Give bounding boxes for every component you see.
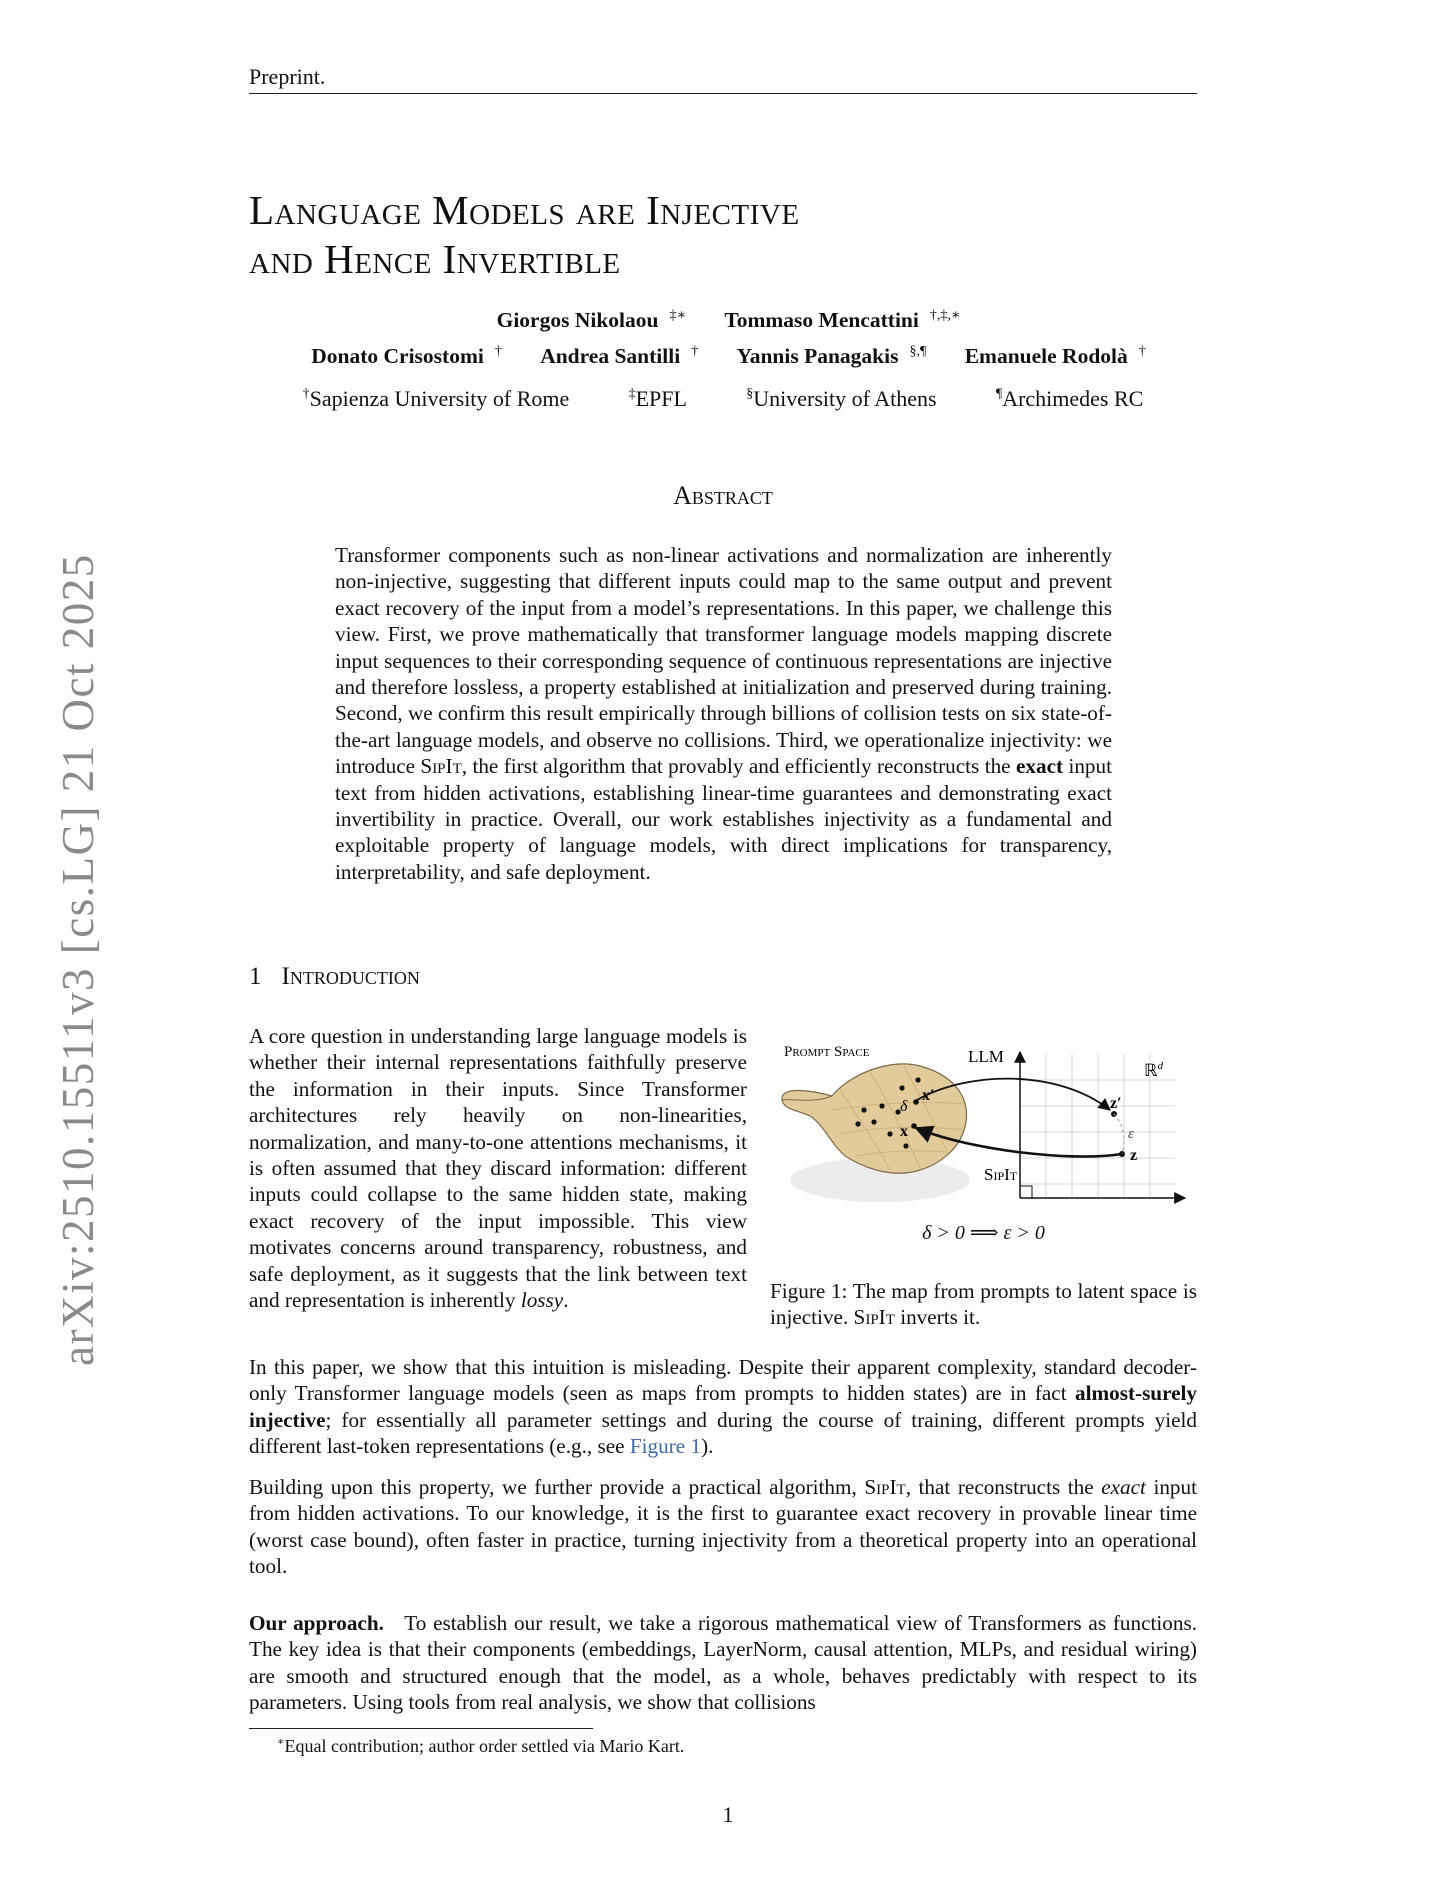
running-header: Preprint. <box>249 64 326 89</box>
footnote: ∗Equal contribution; author order settled via Mario Kart. <box>277 1736 685 1756</box>
prompt-manifold <box>782 1064 967 1173</box>
author: Emanuele Rodolà † <box>964 344 1146 369</box>
affiliation: §University of Athens <box>746 386 937 411</box>
figure-implication: δ > 0 ⟹ ε > 0 <box>922 1222 1045 1244</box>
abstract-heading: Abstract <box>673 481 773 510</box>
affiliation: ¶Archimedes RC <box>995 386 1144 411</box>
arxiv-sidebar-stamp: arXiv:2510.15511v3 [cs.LG] 21 Oct 2025 <box>53 553 103 1366</box>
epsilon-gap <box>1114 1114 1124 1154</box>
prompt-space-label: Prompt Space <box>784 1044 870 1060</box>
x-prime-label: x′ <box>922 1087 935 1104</box>
z-prime-label: z′ <box>1110 1095 1122 1112</box>
affiliations <box>249 386 1197 412</box>
llm-label: LLM <box>968 1047 1004 1066</box>
page-number: 1 <box>722 1802 734 1827</box>
author: Donato Crisostomi † <box>311 344 502 369</box>
delta-label: δ <box>900 1098 908 1115</box>
header-rule <box>249 93 1197 94</box>
figure-1-link[interactable]: Figure 1 <box>629 1434 702 1459</box>
abstract-body: Transformer components such as non-linear activations and normalization are inherently non-injective, suggesting that different inputs could map to the same output and prevent exact recovery of the input from a model’s representations. In this paper, we challenge this view. First, we prove mathematically that transformer language models mapping discrete input sequences to their corresponding sequence of continuous representations are injective and therefore lossless, a property established at initialization and preserved during training. Second, we confirm this result empirically through billions of collision tests on six state-of-the-art language models, and observe no collisions. Third, we operationalize injectivity: we introduce SipIt, the first algorithm that provably and efficiently reconstructs the exact input text from hidden activations, establishing linear-time guarantees and demonstrating exact invertibility in practice. Overall, our work establishes injectivity as a fundamental and exploitable property of language models, with direct implications for transparency, interpretability, and safe deployment. <box>335 543 1112 884</box>
authors-row-1 <box>249 307 1197 333</box>
title-line-1: Language Models are Injective <box>249 187 800 233</box>
authors-row-2 <box>249 344 1197 369</box>
intro-paragraph-1: A core question in understanding large language models is whether their internal representations faithfully preserve the information in their inputs. Since Transformer architectures rely heavily on non-linearities, normalization, and many-to-one attentions mechanisms, it is often assumed that they discard information: different inputs could collapse to the same hidden state, making exact recovery of the input impossible. This view motivates concerns around transparency, robustness, and safe deployment, as it suggests that the link between text and representation is inherently lossy. <box>249 1024 747 1313</box>
sipit-label: SipIt <box>984 1165 1018 1184</box>
affiliation: ‡EPFL <box>628 386 687 411</box>
section-title: Introduction <box>281 963 420 990</box>
x-label: x <box>900 1123 908 1140</box>
affiliation: †Sapienza University of Rome <box>302 386 570 411</box>
section-heading <box>249 963 420 991</box>
intro-paragraph-2: In this paper, we show that this intuition is misleading. Despite their apparent complexity, standard decoder-only Transformer language models (seen as maps from prompts to hidden states) are in fact almost-surely injective; for essentially all parameter settings and during the course of training, different prompts yield different last-token representations (e.g., see Figure 1). <box>249 1355 1197 1459</box>
footnote-rule <box>249 1728 593 1729</box>
paragraph-heading: Our approach. <box>249 1611 384 1635</box>
paper-title <box>249 186 800 284</box>
intro-paragraph-3: Building upon this property, we further provide a practical algorithm, SipIt, that reconstructs the exact input from hidden activations. To our knowledge, it is the first to guarantee exact recovery in provable linear time (worst case bound), often faster in practice, turning injectivity from a theoretical property into an operational tool. <box>249 1475 1198 1579</box>
section-number: 1 <box>249 963 262 990</box>
title-line-2: and Hence Invertible <box>249 236 621 282</box>
author: Andrea Santilli † <box>540 344 699 369</box>
author: Yannis Panagakis §,¶ <box>736 344 927 369</box>
epsilon-label: ε <box>1128 1126 1134 1142</box>
figure-1-caption: Figure 1: The map from prompts to latent space is injective. SipIt inverts it. <box>770 1279 1197 1330</box>
rd-label: ℝ$^d$ <box>1144 1060 1163 1080</box>
z-label: z <box>1130 1147 1138 1164</box>
author: Giorgos Nikolaou ‡∗ <box>496 308 686 333</box>
author: Tommaso Mencattini †,‡,∗ <box>724 308 961 333</box>
right-angle-mark <box>1020 1186 1032 1198</box>
our-approach-paragraph: Our approach. To establish our result, we take a rigorous mathematical view of Transformers as functions. The key idea is that their components (embeddings, LayerNorm, causal attention, MLPs, and residual wiring) are smooth and structured enough that the model, as a whole, behaves predictably with respect to its parameters. Using tools from real analysis, we show that collisions <box>249 1611 1197 1715</box>
